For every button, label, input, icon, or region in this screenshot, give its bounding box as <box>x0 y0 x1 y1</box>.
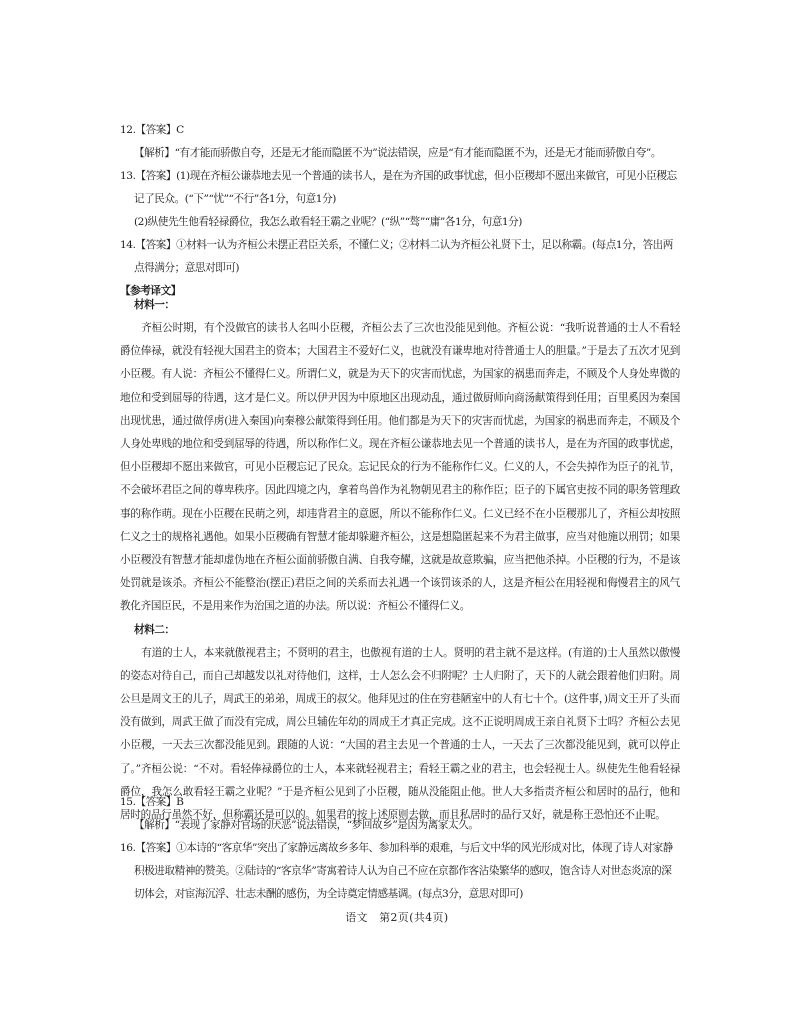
q13-answer-part1: 13.【答案】(1)现在齐桓公谦恭地去见一个普通的读书人，是在为齐国的政事忧虑，但小臣稷却不愿出来做官，可见小臣稷忘记了民众。(“下”“忧”“不行”各1分，句意1分) <box>120 170 677 205</box>
q12-analysis: 【解析】“有才能而骄傲自夸，还是无才能而隐匿不为”说法错误，应是“有才能而隐匿不为，还是无才能而骄傲自夸”。 <box>134 147 662 159</box>
q14-answer: 14.【答案】①材料一认为齐桓公未摆正君臣关系，不懂仁义；②材料二认为齐桓公礼贤下士，足以称霸。(每点1分，答出两点得满分；意思对即可) <box>120 239 673 274</box>
material1-label: 材料一： <box>134 299 175 311</box>
q16-answer: 16.【答案】①本诗的“客京华”突出了家静远离故乡多年、参加科举的艰难，与后文中华的风光形成对比，体现了诗人对家静积极进取精神的赞美。②陆诗的“客京华”寄寓着诗人认为自己不应在京都作客沾染繁华的感叹，饱含诗人对世态炎凉的深切体会，对宦海沉浮、壮志未酬的感伤，为全诗奠定情感基调。(每点3分，意思对即可) <box>120 842 673 900</box>
q13-answer-part2: (2)纵使先生他看轻禄爵位，我怎么敢看轻王霸之业呢？(“纵”“骜”“庸”各1分，句意1分) <box>134 216 522 228</box>
q15-answer: 15.【答案】B <box>120 796 184 808</box>
translation-section <box>120 294 680 827</box>
answers-section-top <box>120 119 680 303</box>
material2-text: 有道的士人，本来就傲视君主；不贤明的君主，也傲视有道的士人。贤明的君主就不是这样。(有道的)士人虽然以傲慢的姿态对待自己，而自己却越发以礼对待他们，这样，士人怎么会不归附呢？士人归附了，天下的人就会跟着他们归附。周公旦是周文王的儿子，周武王的弟弟，周成王的叔父。他拜见过的住在穷巷陋室中的人有七十个。(这件事，)周文王开了头而没有做到，周武王做了而没有完成，周公旦辅佐年幼的周成王才真正完成。这不正说明周成王亲自礼贤下士吗？齐桓公去见小臣稷，一天去三次都没能见到。跟随的人说：“大国的君主去见一个普通的士人，一天去了三次都没能见到，就可以停止了。”齐桓公说：“不对。看轻俸禄爵位的士人，本来就轻视君主；看轻王霸之业的君主，也会轻视士人。纵使先生他看轻禄爵位，我怎么敢看轻王霸之业呢？”于是齐桓公见到了小臣稷，随从没能阻止他。世人大多指责齐桓公和居时的品行，他和居时的品行虽然不好，但称霸还是可以的。如果君的按上述原则去做，而且私居时的品行又好，就是称王恐怕还不止呢。 <box>120 646 680 822</box>
translation-heading: 【参考译文】 <box>120 285 181 297</box>
material1-text: 齐桓公时期，有个没做官的读书人名叫小臣稷，齐桓公去了三次也没能见到他。齐桓公说：“我听说普通的士人不看轻爵位俸禄，就没有轻视大国君主的资本；大国君主不爱好仁义，也就没有谦卑地对待普通士人的胆量。”于是去了五次才见到小臣稷。有人说：齐桓公不懂得仁义。所谓仁义，就是为天下的灾害而忧虑，为国家的祸患而奔走，不顾及个人身处卑微的地位和受到屈辱的待遇，这才是仁义。所以伊尹因为中原地区出现动乱，通过做厨师向商汤献策得到任用；百里奚因为秦国出现忧患，通过做俘虏(进入秦国)向秦穆公献策得到任用。他们都是为天下的灾害而忧虑，为国家的祸患而奔走，不顾及个人身处卑贱的地位和受到屈辱的待遇，所以称作仁义。现在齐桓公谦恭地去见一个普通的读书人，是在为齐国的政事忧虑，但小臣稷却不愿出来做官，可见小臣稷忘记了民众。忘记民众的行为不能称作仁义。仁义的人，不会失掉作为臣子的礼节，不会破坏君臣之间的尊卑秩序。因此四境之内，拿着鸟兽作为礼物朝见君主的称作臣；臣子的下属官吏按不同的职务管理政事的称作萌。现在小臣稷在民萌之列，却违背君主的意愿，所以不能称作仁义。仁义已经不在小臣稷那儿了，齐桓公却按照仁义之士的规格礼遇他。如果小臣稷确有智慧才能却躲避齐桓公，这是想隐匿起来不为君主做事，应当对他施以刑罚；如果小臣稷没有智慧才能却虚伪地在齐桓公面前骄傲自满、自我夸耀，这就是故意欺骗，应当把他杀掉。小臣稷的行为，不是该处罚就是该杀。齐桓公不能整治(摆正)君臣之间的关系而去礼遇一个该罚该杀的人，这是齐桓公在用轻视和侮慢君主的风气教化齐国臣民，不是用来作为治国之道的办法。所以说：齐桓公不懂得仁义。 <box>120 322 680 613</box>
page-footer: 语文 第2页(共4页) <box>345 911 449 924</box>
q15-analysis: 【解析】“表现了家静对官场的厌恶”说法错误，“梦回故乡”是因为离家太久。 <box>134 819 479 831</box>
answers-section-bottom <box>120 791 680 906</box>
q12-answer: 12.【答案】C <box>120 124 184 136</box>
material2-label: 材料二： <box>134 623 175 636</box>
